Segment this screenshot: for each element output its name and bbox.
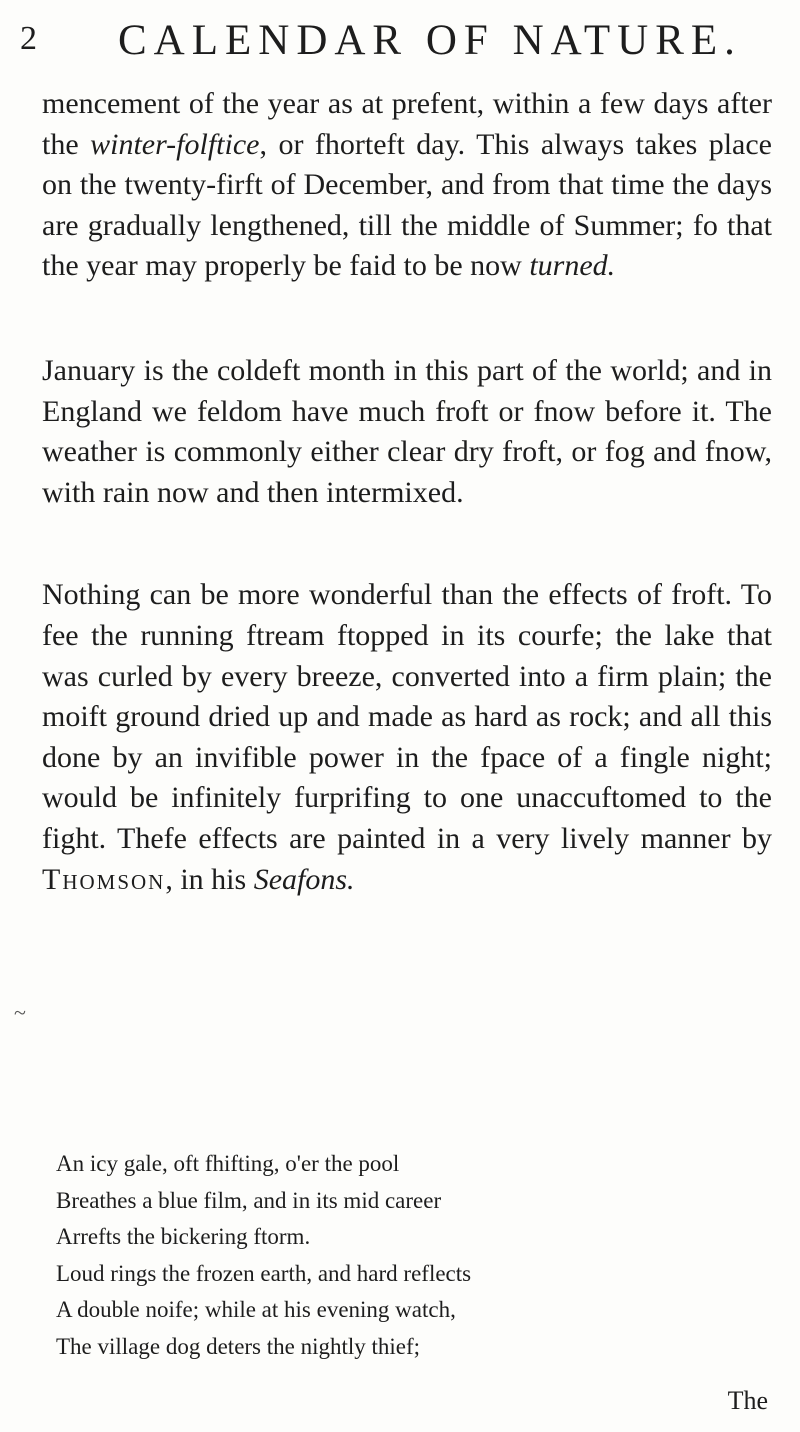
paragraph-january: January is the coldeft month in this part of the world; and in England we feldom have much froft or fnow before it. The weather is commonly either clear dry froft, or fog and fnow, with rain now and then intermixed. bbox=[42, 353, 772, 509]
paragraph-winter-solstice bbox=[42, 84, 772, 287]
work-title: Seafons. bbox=[253, 862, 355, 896]
running-head: CALENDAR OF NATURE. bbox=[118, 17, 742, 64]
poem-line: Arrefts the bickering ftorm. bbox=[56, 1224, 311, 1249]
poem-quotation bbox=[56, 1146, 776, 1365]
poem-line: A double noife; while at his evening watch, bbox=[56, 1297, 456, 1322]
paragraph-text: mencement of the year as at prefent, within a few days after the bbox=[42, 87, 772, 161]
poem-line: The village dog deters the nightly thief; bbox=[56, 1333, 421, 1359]
poem-line: Loud rings the frozen earth, and hard reflects bbox=[56, 1260, 472, 1286]
poem-line: An icy gale, oft fhifting, o'er the pool bbox=[56, 1151, 400, 1176]
italic-term: winter-folftice bbox=[90, 127, 260, 161]
page-header bbox=[20, 14, 780, 70]
paragraph-text: , or fhorteft day. This always takes place on the twenty-firft of December, and from that time the days are gradually lengthened, till the middle of Summer; fo that the year may properly be faid to be now bbox=[42, 127, 772, 283]
paragraph-text: , in his bbox=[165, 862, 254, 896]
poem-line: Breathes a blue film, and in its mid career bbox=[56, 1187, 442, 1213]
paragraph-frost-effects bbox=[42, 575, 772, 900]
italic-term: turned. bbox=[529, 249, 616, 283]
body-text bbox=[42, 84, 772, 900]
author-name: Thomson bbox=[42, 862, 166, 896]
page-number: 2 bbox=[20, 20, 38, 57]
paragraph-text: Nothing can be more wonderful than the effects of froft. To fee the running ftream ftopped in its courfe; the lake that was curled by every breeze, converted into a firm plain; the moift ground dried up and made as hard as rock; and all this done by an invifible power in the fpace of a fingle night; would be infinitely furprifing to one unaccuftomed to the fight. Thefe effects are painted in a very lively manner by bbox=[42, 578, 772, 855]
margin-mark: ~ bbox=[14, 1000, 26, 1025]
catchword: The bbox=[727, 1386, 768, 1415]
